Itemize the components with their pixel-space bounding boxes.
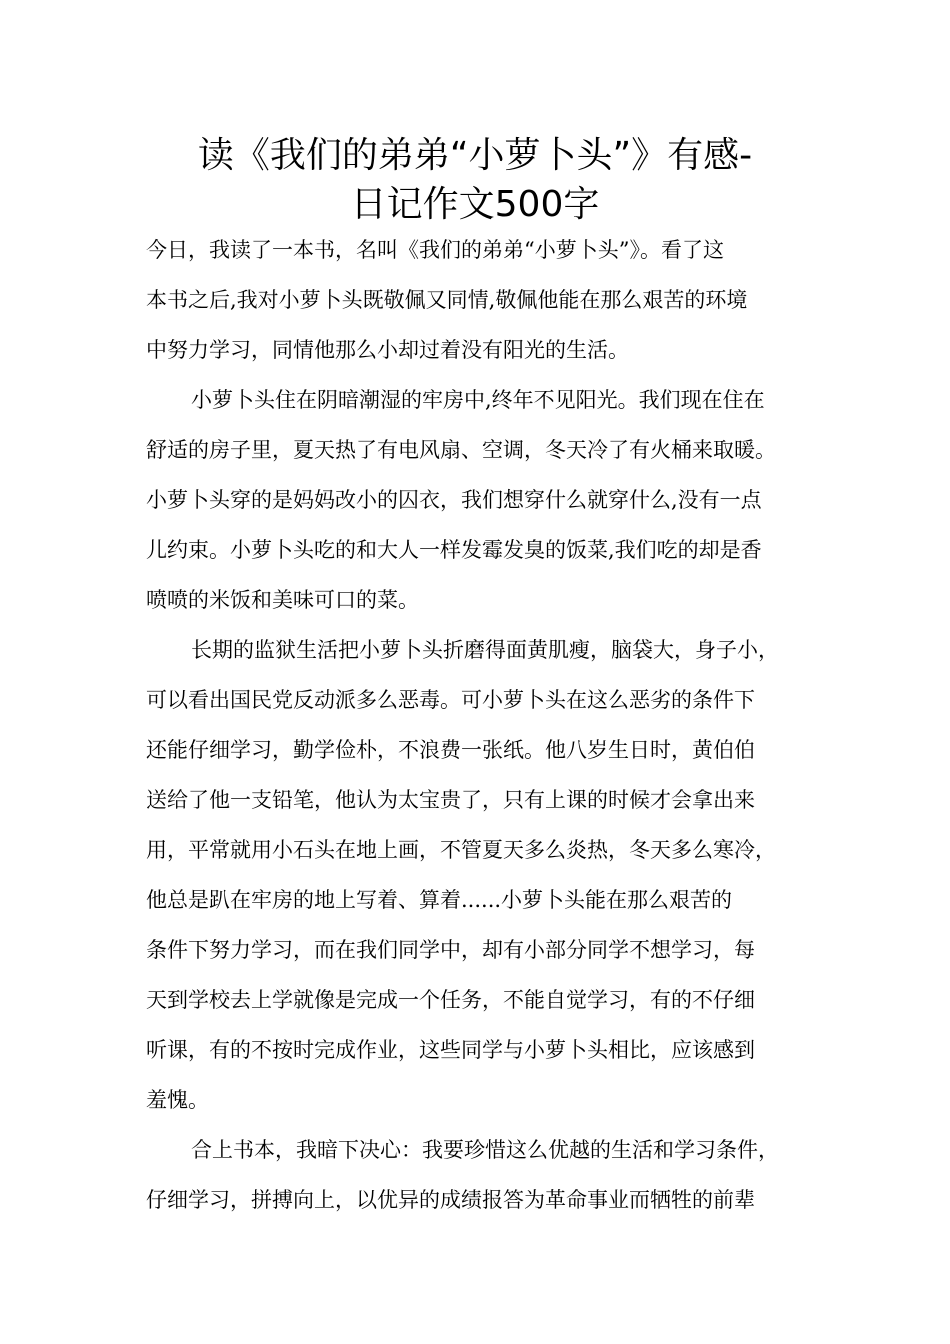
- body-line: 合上书本，我暗下决心：我要珍惜这么优越的生活和学习条件，: [191, 1138, 779, 1162]
- body-line: 天到学校去上学就像是完成一个任务，不能自觉学习，有的不仔细: [146, 988, 755, 1012]
- body-line: 长期的监狱生活把小萝卜头折磨得面黄肌瘦，脑袋大，身子小，: [191, 638, 779, 662]
- body-line: 还能仔细学习，勤学俭朴，不浪费一张纸。他八岁生日时，黄伯伯: [146, 738, 755, 762]
- body-line: 喷喷的米饭和美味可口的菜。: [146, 588, 419, 612]
- body-line: 本书之后,我对小萝卜头既敬佩又同情,敬佩他能在那么艰苦的环境: [146, 288, 748, 312]
- body-line: 小萝卜头穿的是妈妈改小的囚衣，我们想穿什么就穿什么,没有一点: [146, 488, 762, 512]
- body-line: 小萝卜头住在阴暗潮湿的牢房中,终年不见阳光。我们现在住在: [191, 388, 765, 412]
- body-line: 儿约束。小萝卜头吃的和大人一样发霉发臭的饭菜,我们吃的却是香: [146, 538, 762, 562]
- body-line: 他总是趴在牢房的地上写着、算着......小萝卜头能在那么艰苦的: [146, 888, 733, 912]
- body-line: 条件下努力学习，而在我们同学中，却有小部分同学不想学习，每: [146, 938, 755, 962]
- body-line: 用，平常就用小石头在地上画，不管夏天多么炎热，冬天多么寒冷，: [146, 838, 776, 862]
- body-line: 听课，有的不按时完成作业，这些同学与小萝卜头相比，应该感到: [146, 1038, 755, 1062]
- document-title-line-2: 日记作文500字: [350, 184, 600, 225]
- body-line: 可以看出国民党反动派多么恶毒。可小萝卜头在这么恶劣的条件下: [146, 688, 755, 712]
- body-line: 今日，我读了一本书，名叫《我们的弟弟“小萝卜头”》。看了这: [146, 238, 724, 262]
- body-line: 中努力学习，同情他那么小却过着没有阳光的生活。: [146, 338, 629, 362]
- body-line: 送给了他一支铅笔，他认为太宝贵了，只有上课的时候才会拿出来: [146, 788, 755, 812]
- body-line: 仔细学习，拼搏向上，以优异的成绩报答为革命事业而牺牲的前辈: [146, 1188, 755, 1212]
- body-line: 羞愧。: [146, 1088, 209, 1112]
- body-line: 舒适的房子里，夏天热了有电风扇、空调，冬天冷了有火桶来取暖。: [146, 438, 776, 462]
- document-title-line-1: 读《我们的弟弟“小萝卜头”》有感-: [197, 135, 753, 176]
